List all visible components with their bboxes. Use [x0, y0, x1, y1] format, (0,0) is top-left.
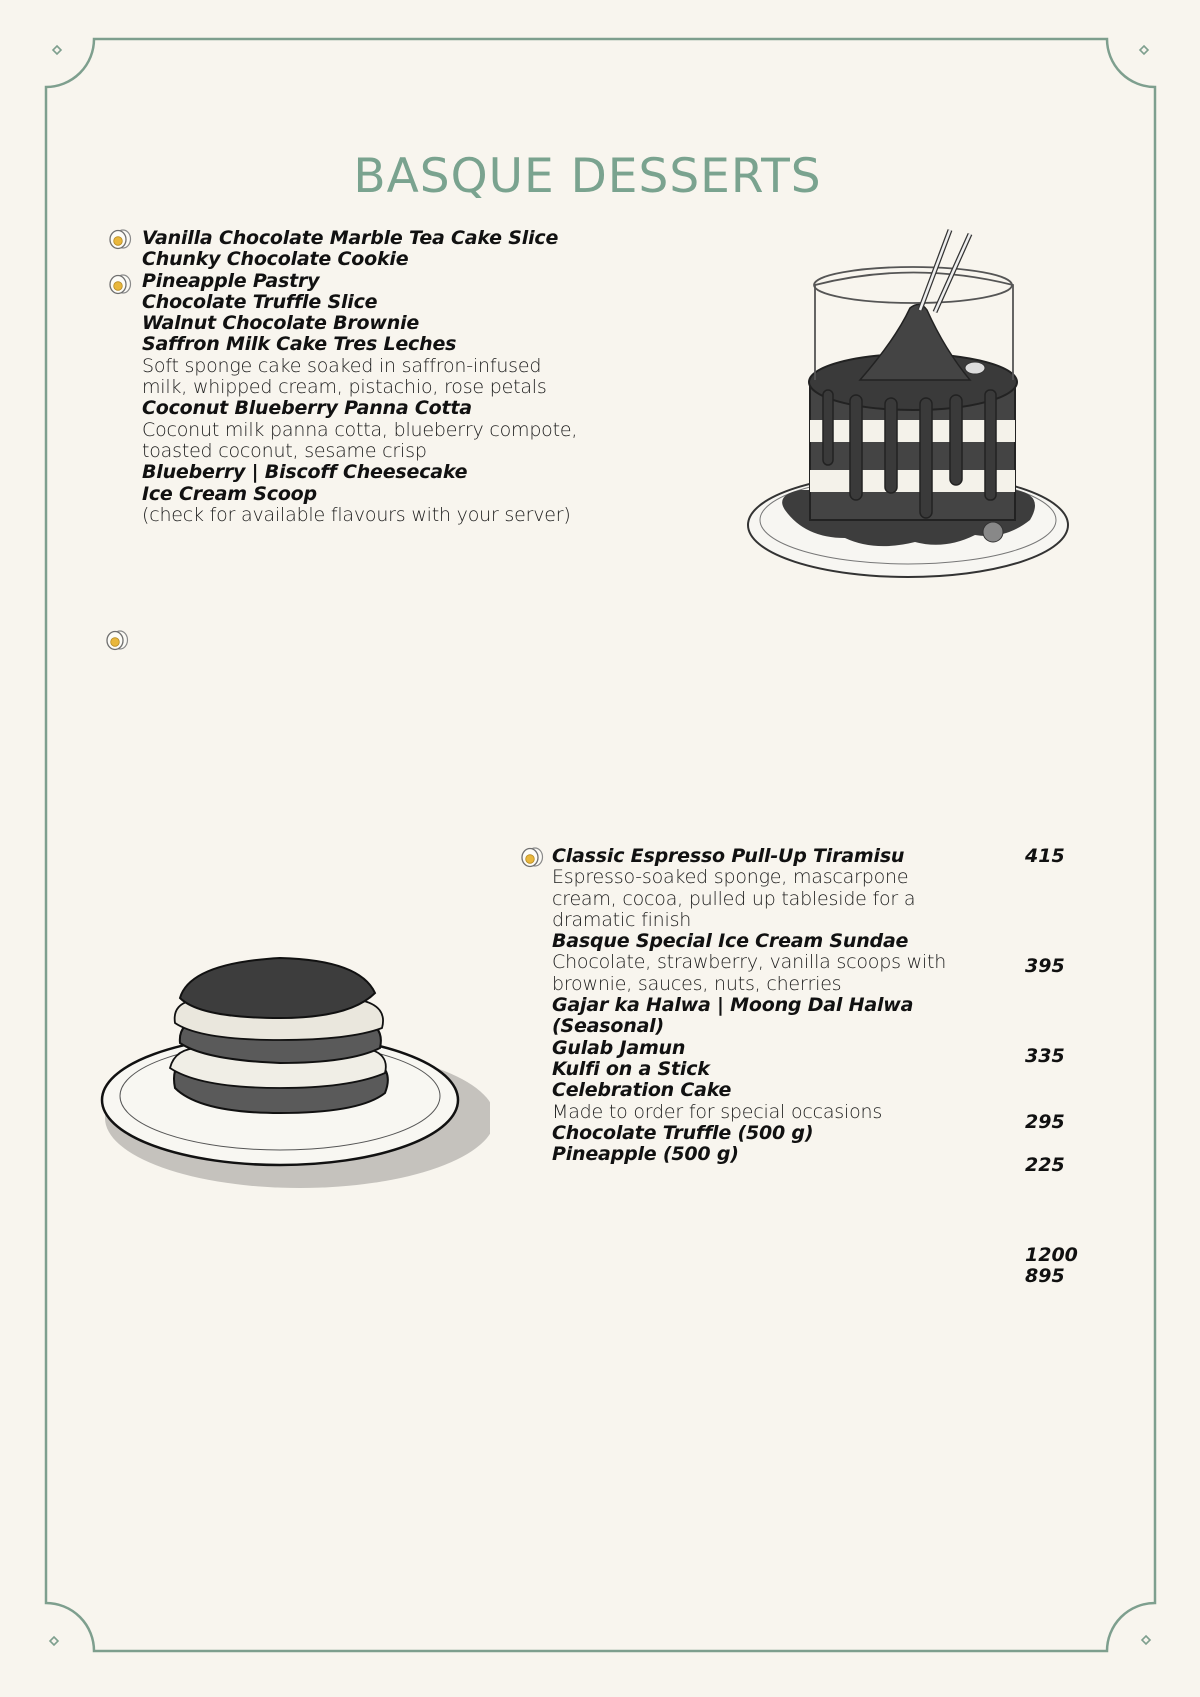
menu-item-name: Gajar ka Halwa | Moong Dal Halwa — [552, 994, 914, 1017]
menu-item-description: (check for available flavours with your server) — [142, 503, 571, 526]
menu-section-right — [552, 846, 946, 1165]
menu-item-description: Chocolate, strawberry, vanilla scoops with — [552, 951, 947, 974]
price: 225 — [1025, 1154, 1065, 1176]
tiramisu-illustration — [100, 948, 490, 1198]
egg-icon — [105, 629, 129, 651]
menu-item-description: dramatic finish — [552, 908, 692, 931]
menu-item-description: toasted coconut, sesame crisp — [142, 439, 427, 462]
menu-item-description: brownie, sauces, nuts, cherries — [552, 972, 842, 995]
menu-item-name: Vanilla Chocolate Marble Tea Cake Slice — [142, 227, 559, 249]
menu-section-left — [142, 228, 577, 526]
menu-item-name: Basque Special Ice Cream Sundae — [552, 930, 909, 953]
menu-item-name: Gulab Jamun — [552, 1036, 686, 1059]
price: 335 — [1025, 1045, 1065, 1067]
menu-item-description: cream, cocoa, pulled up tableside for a — [552, 887, 916, 910]
menu-item-name: Pineapple (500 g) — [552, 1143, 739, 1166]
page-title: BASQUE DESSERTS — [353, 149, 822, 205]
egg-icon — [108, 228, 132, 250]
price: 415 — [1025, 845, 1065, 867]
menu-item-name: Chunky Chocolate Cookie — [142, 248, 409, 271]
menu-item-name: Celebration Cake — [552, 1079, 732, 1102]
menu-item-name: Chocolate Truffle (500 g) — [552, 1121, 814, 1144]
menu-item-description: Espresso-soaked sponge, mascarpone — [552, 866, 909, 889]
menu-item-description: milk, whipped cream, pistachio, rose petals — [142, 376, 547, 399]
menu-item-name: Classic Espresso Pull-Up Tiramisu — [552, 845, 905, 867]
menu-item-name: Chocolate Truffle Slice — [142, 290, 378, 313]
price: 295 — [1025, 1111, 1065, 1133]
menu-item-description: Soft sponge cake soaked in saffron-infused — [142, 354, 542, 377]
menu-item-name: Kulfi on a Stick — [552, 1057, 710, 1080]
price: 395 — [1025, 955, 1065, 977]
price: 1200 — [1025, 1244, 1078, 1266]
menu-item-description: Made to order for special occasions — [552, 1100, 883, 1123]
drip-cake-illustration — [745, 220, 1075, 605]
egg-icon — [108, 273, 132, 295]
menu-item-name: Coconut Blueberry Panna Cotta — [142, 397, 472, 420]
menu-item-name: Saffron Milk Cake Tres Leches — [142, 333, 457, 356]
menu-item-description: Coconut milk panna cotta, blueberry compote, — [142, 418, 578, 441]
menu-item-name: Walnut Chocolate Brownie — [142, 312, 420, 335]
menu-item-name: Blueberry | Biscoff Cheesecake — [142, 461, 468, 484]
menu-item-name: (Seasonal) — [552, 1015, 664, 1038]
egg-icon — [520, 846, 544, 868]
menu-item-name: Ice Cream Scoop — [142, 482, 317, 505]
price: 895 — [1025, 1265, 1065, 1287]
menu-item-name: Pineapple Pastry — [142, 269, 320, 292]
